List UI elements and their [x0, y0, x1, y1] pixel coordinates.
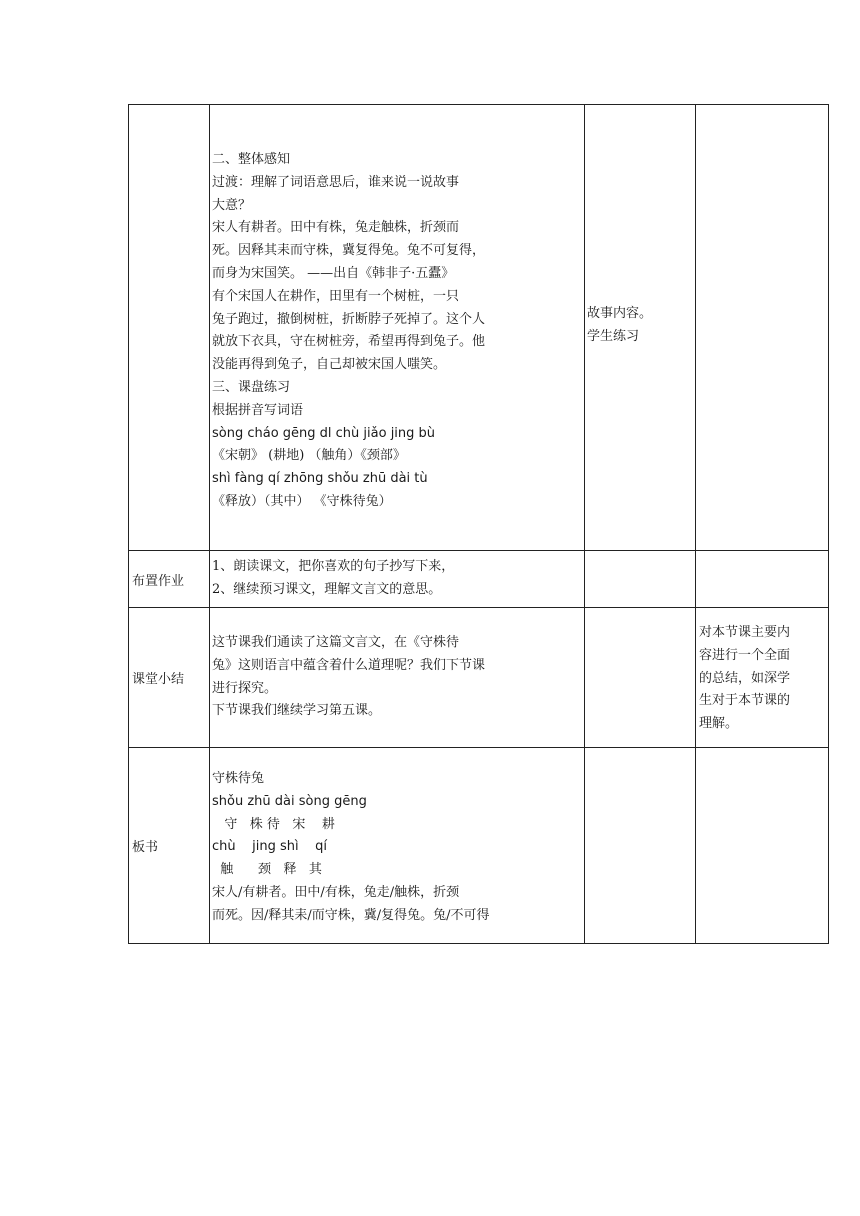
text-line: 没能再得到兔子，自己却被宋国人嗤笑。: [212, 357, 447, 373]
board-title: 守株待兔: [212, 771, 265, 786]
character-line: 守 株 待 宋 耕: [212, 816, 335, 832]
table-row: [129, 608, 829, 748]
text-line: 有个宋国人在耕作，田里有一个树桩，一只: [212, 288, 460, 304]
section-heading: 二、整体感知: [212, 152, 291, 167]
note-line: 理解。: [699, 716, 739, 732]
row-label-cell: [129, 551, 210, 608]
text-line: 而身为宋国笑。 ——出自《韩非子·五蠹》: [212, 265, 455, 281]
row-label: 课堂小结: [132, 672, 185, 687]
row-label-cell: [129, 105, 210, 551]
row-label-cell: [129, 748, 210, 944]
answer-line: 《释放）（其中） 《守株待兔）: [212, 493, 392, 509]
content-cell: [210, 748, 585, 944]
text-line: 宋人/有耕者。田中/有株，兔走/触株，折颈: [212, 884, 460, 900]
content-cell: [210, 105, 585, 551]
table-row: [129, 748, 829, 944]
text-line: 兔子跑过，撤倒树桩，折断脖子死掉了。这个人: [212, 311, 486, 327]
activity-cell: [585, 748, 696, 944]
note-line: 的总结，如深学: [699, 670, 791, 686]
pinyin-line: sòng cháo gēng dl chù jiǎo jing bù: [212, 425, 436, 441]
text-line: 而死。因/释其耒/而守株，冀/复得兔。兔/不可得: [212, 907, 490, 923]
pinyin-line: chù jing shì qí: [212, 839, 328, 855]
pinyin-line: shì fàng qí zhōng shǒu zhū dài tù: [212, 471, 428, 487]
note-line: 容进行一个全面: [699, 647, 791, 663]
text-line: 就放下衣具，守在树桩旁，希望再得到兔子。他: [212, 334, 486, 350]
text-line: 大意？: [212, 197, 252, 213]
activity-line: 故事内容。: [587, 306, 653, 321]
activity-line: 学生练习: [587, 328, 640, 344]
answer-line: 《宋朝》 (耕地) （触角）《颈部》: [212, 448, 406, 464]
note-cell: [696, 748, 829, 944]
text-line: 1、朗读课文，把你喜欢的句子抄写下来，: [212, 559, 455, 574]
table-row: [129, 551, 829, 608]
row-label-cell: [129, 608, 210, 748]
text-line: 过渡：理解了词语意思后，谁来说一说故事: [212, 174, 460, 190]
note-cell: [696, 608, 829, 748]
text-line: 根据拼音写词语: [212, 402, 304, 418]
section-heading: 三、课盘练习: [212, 379, 291, 395]
content-cell: [210, 551, 585, 608]
pinyin-line: shǒu zhū dài sòng gēng: [212, 793, 367, 809]
activity-cell: [585, 551, 696, 608]
content-cell: [210, 608, 585, 748]
text-line: 2、继续预习课文，理解文言文的意思。: [212, 581, 442, 597]
lesson-plan-table: [128, 104, 829, 944]
text-line: 宋人有耕者。田中有株，兔走触株，折颈而: [212, 220, 460, 236]
row-label: 板书: [132, 840, 159, 855]
text-line: 进行探究。: [212, 680, 278, 696]
text-line: 死。因释其耒而守株，冀复得兔。兔不可复得，: [212, 243, 486, 259]
text-line: 兔》这则语言中蕴含着什么道理呢？我们下节课: [212, 657, 486, 673]
row-label: 布置作业: [132, 573, 185, 589]
note-line: 生对于本节课的: [699, 693, 791, 709]
note-cell: [696, 551, 829, 608]
activity-cell: [585, 105, 696, 551]
note-cell: [696, 105, 829, 551]
text-line: 这节课我们通读了这篇文言文，在《守株待: [212, 635, 460, 650]
character-line: 触 颈 释 其: [212, 862, 322, 878]
note-line: 对本节课主要内: [699, 625, 791, 640]
text-line: 下节课我们继续学习第五课。: [212, 703, 382, 719]
activity-cell: [585, 608, 696, 748]
table-row: [129, 105, 829, 551]
